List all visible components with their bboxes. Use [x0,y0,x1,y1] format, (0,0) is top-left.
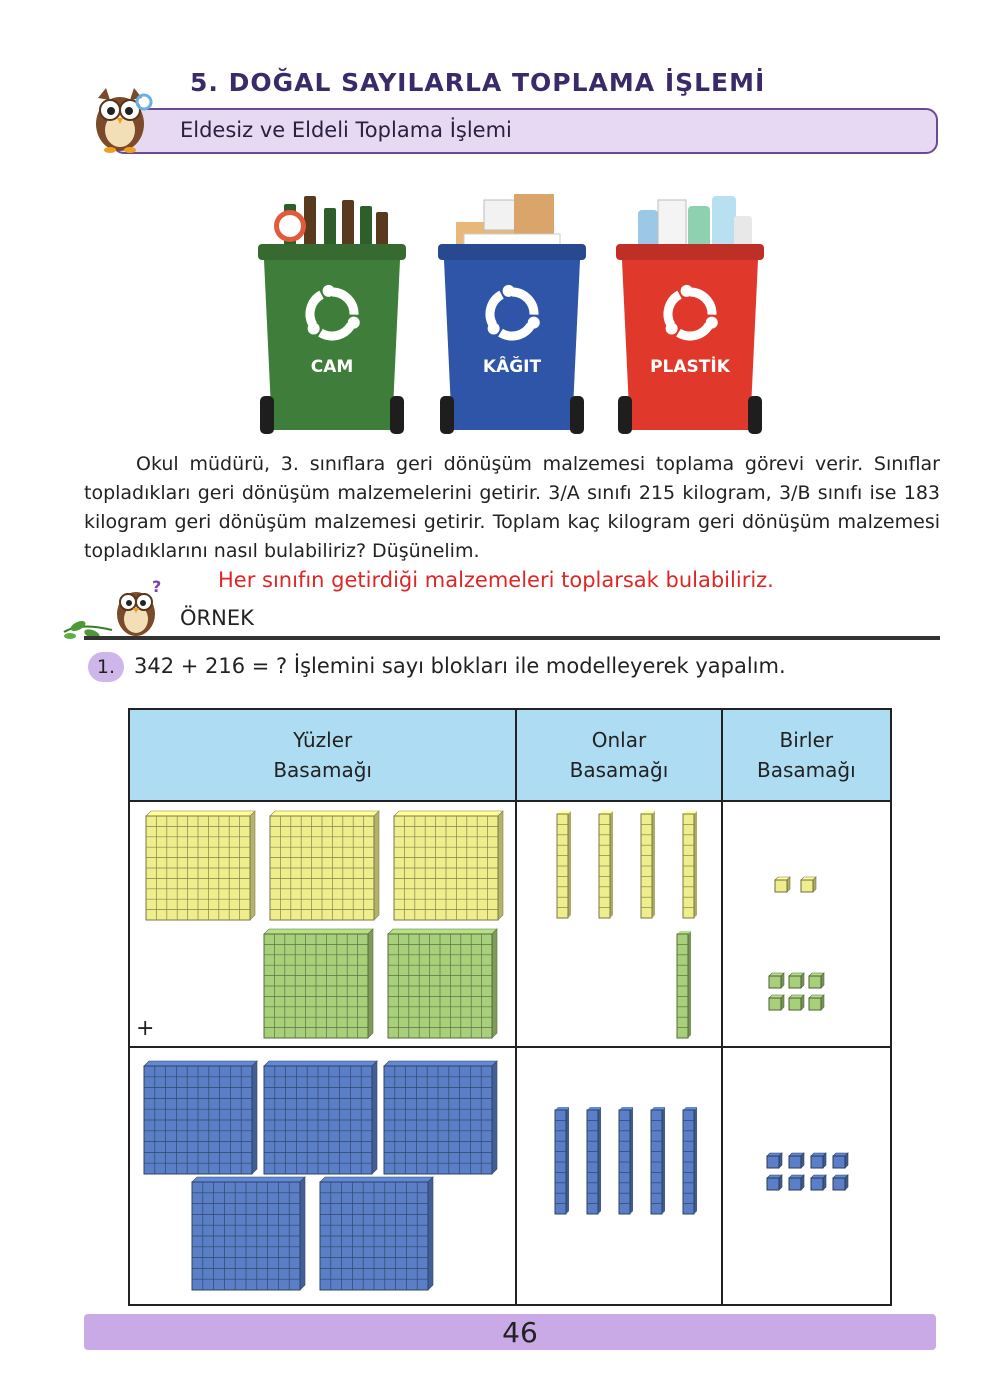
bin-lid-2 [438,244,586,260]
addends-tens-cell [516,801,721,1047]
ten-rod [677,931,691,1038]
wheel-icon [440,396,454,434]
wheel-icon [618,396,632,434]
bin-3 [616,196,764,434]
story-paragraph: Okul müdürü, 3. sınıflara geri dönüşüm malzemesi toplama görevi verir. Sınıflar topladıkları geri dönüşüm malzemelerini getirir. 3/A sınıfı 215 kilogram, 3/B sınıfı ise 183 kilogram geri dönüşüm malzemesi getirir. Toplam kaç kilogram geri dönüşüm malzemesi topladıklarını nasıl bulabiliriz? Düşünelim. [84,453,940,562]
thinking-owl-icon [110,578,164,638]
header-tens-line2: Basamağı [569,758,669,782]
addends-ones-cell [722,801,891,1047]
result-ones-cell [722,1047,891,1305]
one-cube [811,1175,826,1190]
result-row [129,1047,891,1305]
hundred-block [264,1061,377,1174]
bin-body-2 [444,260,580,430]
one-cube [767,1175,782,1190]
bin-label-2: KÂĞIT [482,357,542,377]
header-ones-line1: Birler [779,728,834,752]
hundred-block [388,929,497,1038]
bin-contents-3 [638,196,752,250]
one-cube [809,973,824,988]
ten-rod [651,1107,665,1214]
header-hundreds [129,709,516,801]
hundred-block [264,929,373,1038]
section-divider [84,636,940,640]
addends-row [129,801,891,1047]
ten-rod [641,811,655,918]
question-number: 1. [88,652,124,682]
result-tens-cell [516,1047,721,1305]
result-hundreds-cell [129,1047,516,1305]
header-tens-line1: Onlar [591,728,647,752]
ten-rod [619,1107,633,1214]
svg-text:?: ? [152,578,162,596]
owl-mascot-icon [86,80,154,154]
one-cube [811,1153,826,1168]
wheel-icon [748,396,762,434]
one-cube [809,995,824,1010]
one-cube [801,877,816,892]
hundred-block [144,1061,257,1174]
bin-lid-1 [258,244,406,260]
bin-contents-2 [456,194,560,252]
table-header-row [129,709,891,801]
header-ones [722,709,891,801]
ten-rod [555,1107,569,1214]
hundred-block [320,1177,433,1290]
hundred-block [146,811,255,920]
wheel-icon [390,396,404,434]
header-hundreds-line2: Basamağı [273,758,372,782]
one-cube [789,1175,804,1190]
hundred-block [270,811,379,920]
one-cube [789,1153,804,1168]
hundred-block [384,1061,497,1174]
page-number: 46 [502,1316,538,1349]
ten-rod [599,811,613,918]
one-cube [769,995,784,1010]
unit-title: 5. DOĞAL SAYILARLA TOPLAMA İŞLEMİ [190,68,766,97]
header-hundreds-line1: Yüzler [293,728,353,752]
bin-contents-1 [274,196,388,246]
one-cube [789,973,804,988]
one-cube [767,1153,782,1168]
one-cube [833,1153,848,1168]
question-text: 342 + 216 = ? İşlemini sayı blokları ile modelleyerek yapalım. [134,654,786,678]
ten-rod [683,811,697,918]
hundred-block [192,1177,305,1290]
bin-lid-3 [616,244,764,260]
wheel-icon [570,396,584,434]
one-cube [769,973,784,988]
bin-2 [438,194,586,434]
ten-rod [557,811,571,918]
header-ones-line2: Basamağı [757,758,856,782]
bin-body-3 [622,260,758,430]
ten-rod [683,1107,697,1214]
lesson-subtitle: Eldesiz ve Eldeli Toplama İşlemi [180,118,512,142]
addends-hundreds-cell [129,801,516,1047]
one-cube [775,877,790,892]
bin-label-3: PLASTİK [650,357,730,377]
header-tens [516,709,721,801]
wheel-icon [260,396,274,434]
one-cube [833,1175,848,1190]
hundred-block [394,811,503,920]
bin-1 [258,196,406,434]
bin-label-1: CAM [310,357,354,377]
plus-sign: + [136,1016,155,1041]
ten-rod [587,1107,601,1214]
place-value-table [128,708,892,1306]
bins-illustration [256,186,796,438]
one-cube [789,995,804,1010]
bin-body-1 [264,260,400,430]
story-text [84,450,940,566]
answer-hint: Her sınıfın getirdiği malzemeleri toplarsak bulabiliriz. [218,568,774,592]
example-label: ÖRNEK [180,606,254,630]
